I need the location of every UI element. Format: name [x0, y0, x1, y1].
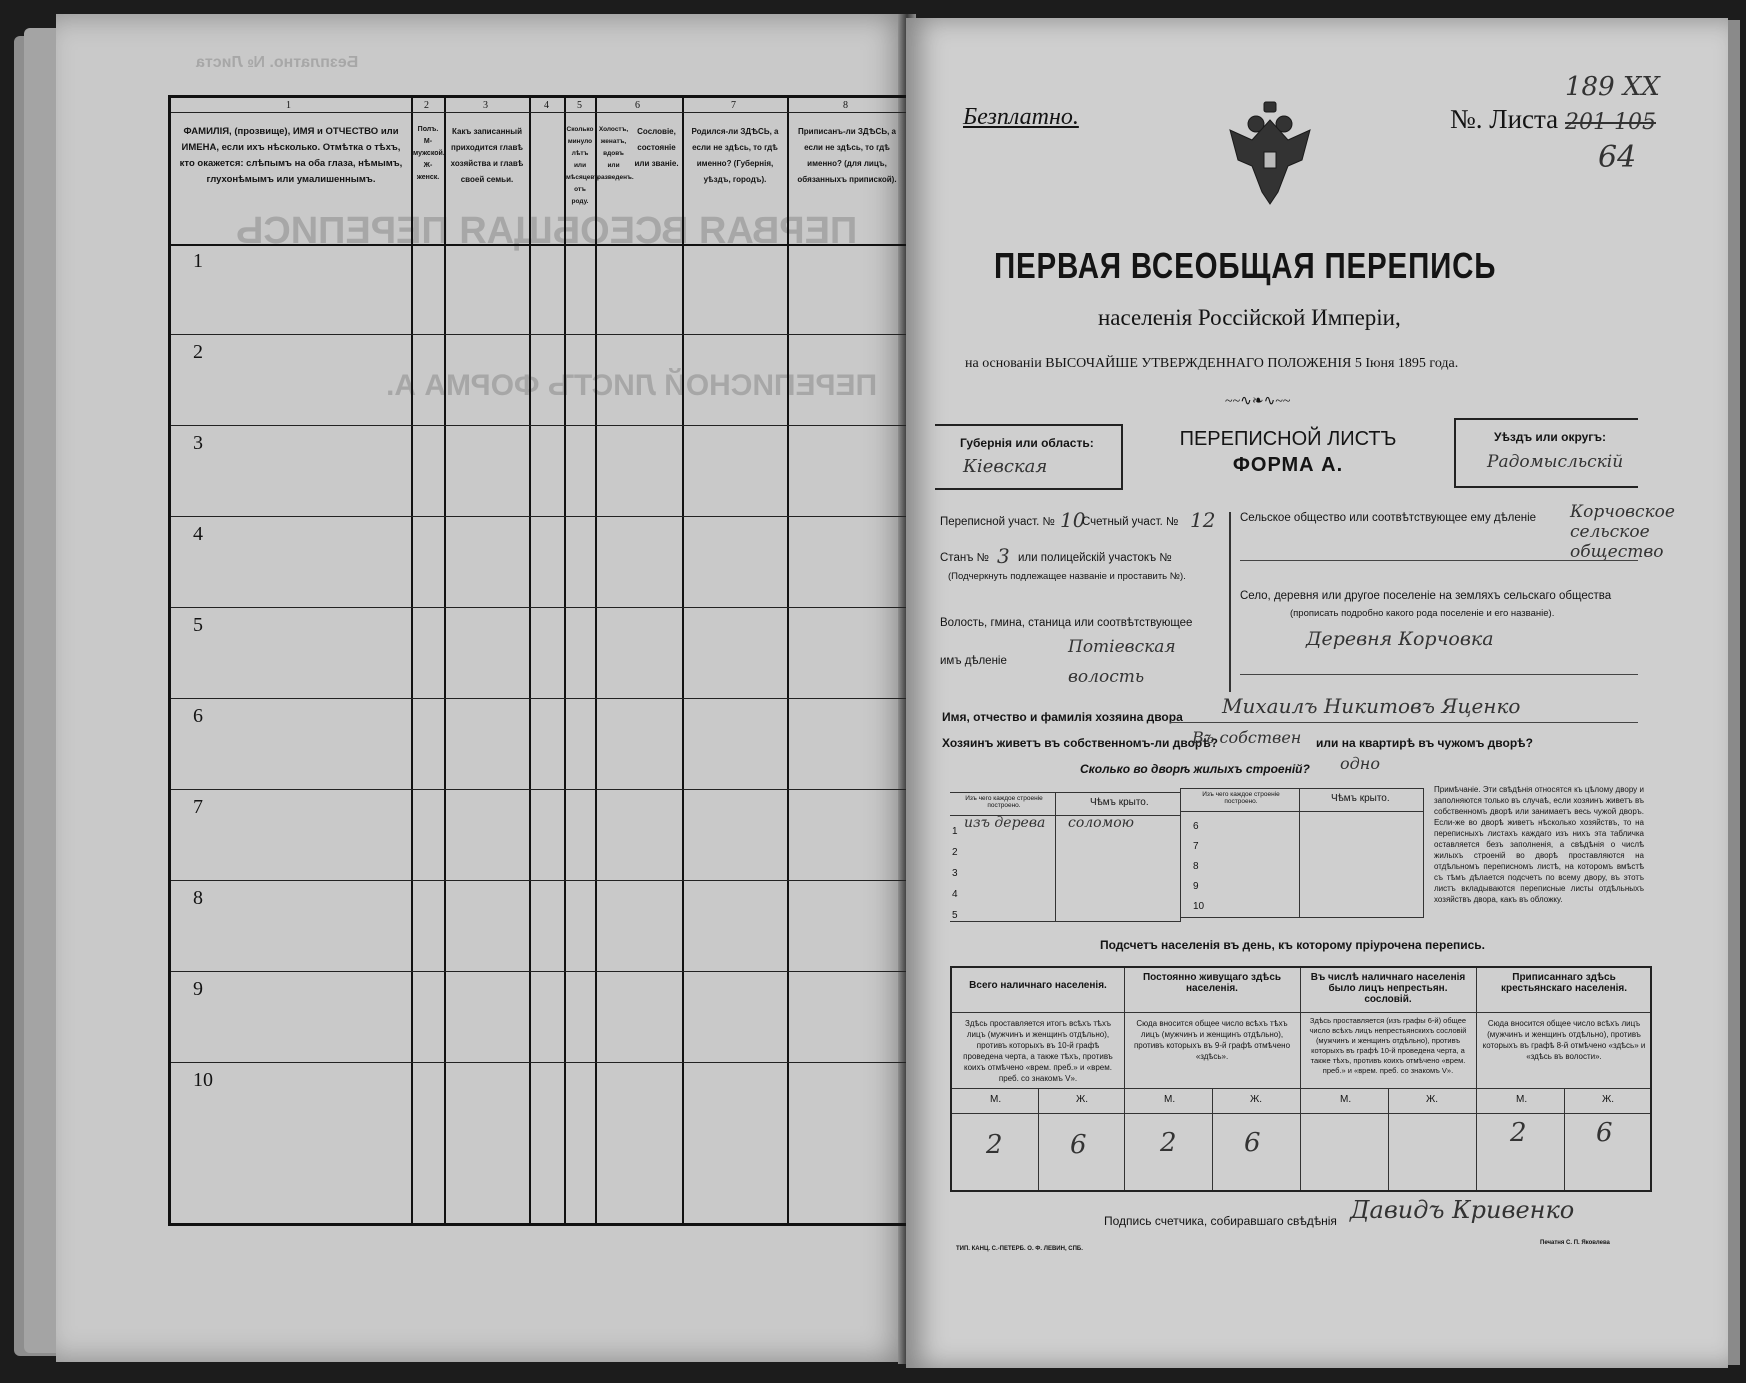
- village-label: Село, деревня или другое поселеніе на земляхъ сельскаго общества: [1240, 590, 1612, 602]
- printer-left: ТИП. КАНЦ. С.-ПЕТЕРБ. О. Ф. ЛЕВИН, СПБ.: [956, 1246, 1083, 1252]
- count-district-value[interactable]: 12: [1190, 508, 1216, 532]
- owner-value[interactable]: Михаилъ Никитовъ Яценко: [1222, 694, 1521, 718]
- volost-label: Волость, гмина, станица или соотвѣтствующее имъ дѣленіе: [940, 617, 1193, 667]
- cell-divider: [1300, 968, 1301, 1190]
- village-note: (прописать подробно какого рода поселеніе и его названіе).: [1290, 608, 1555, 619]
- cell-divider: [1181, 811, 1423, 812]
- row-divider: [171, 425, 909, 426]
- col-number: 3: [483, 100, 488, 111]
- double-headed-eagle-emblem: [1228, 100, 1312, 210]
- count-male[interactable]: 2: [1160, 1128, 1177, 1158]
- cell-divider: [1038, 1088, 1039, 1190]
- row-number: 4: [193, 523, 203, 545]
- count-col-title: Приписаннаго здѣсь крестьянскаго населенія.: [1500, 972, 1627, 994]
- male-label: М.: [990, 1094, 1002, 1105]
- row-divider: [171, 698, 909, 699]
- count-col-title: Въ числѣ наличнаго населенія было лицъ непрестьян. сословій.: [1310, 972, 1466, 1005]
- owner-lives-value[interactable]: Въ собствен: [1192, 728, 1302, 747]
- village-society-label: Сельское общество или соотвѣтствующее ему дѣленіе: [1240, 512, 1537, 524]
- cell-divider: [1124, 968, 1125, 1190]
- buildings-value[interactable]: одно: [1340, 754, 1380, 773]
- sheet-number-handwritten: 189 ХХ: [1565, 72, 1660, 102]
- bt-row-numbers: [1193, 817, 1204, 917]
- row-number: 10: [193, 1069, 213, 1091]
- header-relation: Какъ записанный приходится главѣ хозяйства и главѣ своей семьи.: [450, 127, 524, 184]
- col-number: 7: [731, 100, 736, 111]
- note-text: Примѣчаніе. Эти свѣдѣнія относятся къ цѣлому двору и заполняются только въ случаѣ, если хозяинъ живетъ въ собственномъ дворѣ или занимаетъ весь чужой дворъ. Если-же во дворѣ живетъ нѣсколько хозяйствъ, то на переписныхъ листахъ каждаго изъ нихъ эта табличка оставляется безъ заполненія, а свѣдѣнія о числѣ жилыхъ строеній во дворѣ проставляются на отдѣльномъ переписномъ листѣ, на которомъ вмѣстѣ съ тѣмъ дѣлается подсчетъ по всему двору, въ этотъ листъ вкладываются переписные листы отдѣльныхъ хозяйствъ двора, какъ въ обложку.: [1434, 785, 1644, 904]
- owner-label: Имя, отчество и фамилія хозяина двора: [942, 710, 1183, 724]
- form-name-2: ФОРМА А.: [1232, 454, 1344, 476]
- stan-value[interactable]: 3: [997, 544, 1010, 568]
- col-number: 5: [577, 100, 582, 111]
- row-divider: [171, 244, 909, 246]
- form-title: ПЕРВАЯ ВСЕОБЩАЯ ПЕРЕПИСЬ: [994, 245, 1497, 286]
- cell-divider: [1388, 1088, 1389, 1190]
- cell-divider: [1055, 793, 1056, 921]
- census-district-label: Переписной участ. №: [940, 516, 1055, 528]
- row-divider: [171, 334, 909, 335]
- guberniya-label: Губернія или область:: [960, 436, 1094, 450]
- underline-note: (Подчеркнуть подлежащее названіе и проставить №).: [948, 571, 1186, 582]
- count-male[interactable]: 2: [1510, 1118, 1527, 1148]
- sheet-number-extra: 64: [1598, 140, 1637, 175]
- cell-divider: [952, 1088, 1650, 1089]
- header-age: Сколько минуло лѣтъ или мѣсяцевъ отъ роду.: [566, 126, 599, 205]
- guberniya-value[interactable]: Кіевская: [963, 456, 1048, 477]
- header-estate: Сословіе, состояніе или званіе.: [634, 127, 679, 168]
- row-number: 7: [193, 796, 203, 818]
- row-number: 8: [193, 887, 203, 909]
- female-label: Ж.: [1602, 1094, 1615, 1105]
- row-number: 2: [193, 341, 203, 363]
- uezd-label: Уѣздъ или округъ:: [1494, 430, 1607, 444]
- row-divider: [171, 1062, 909, 1063]
- bt-row-number: 7: [1193, 841, 1199, 852]
- count-male[interactable]: 2: [986, 1130, 1003, 1160]
- printer-right: Печатня С. П. Яковлева: [1540, 1240, 1610, 1246]
- col-number: 1: [286, 100, 291, 111]
- row-number: 3: [193, 432, 203, 454]
- col-divider: [595, 98, 597, 1223]
- header-name: ФАМИЛІЯ, (прозвище), ИМЯ и ОТЧЕСТВО или ИМЕНА, если ихъ нѣсколько. Отмѣтка о тѣхъ, кто окажется: слѣпымъ на оба глаза, нѣмымъ, глухонѣмымъ или умалишеннымъ.: [179, 126, 403, 185]
- cell-divider: [1212, 1088, 1213, 1190]
- sheet-number-struck: 201 105: [1565, 110, 1656, 135]
- cell-divider: [1299, 789, 1300, 917]
- free-label: Безплатно.: [963, 104, 1079, 130]
- count-col-desc: Здѣсь проставляется (изъ графы 6-й) общее число всѣхъ лицъ непрестьянскихъ сословій (мужчинъ и женщинъ отдѣльно), противъ которыхъ въ графѣ 10-й проведена черта, а также тѣхъ, противъ коихъ отмѣчено «врем. преб.» и «врем. преб. со знакомъ V».: [1309, 1016, 1467, 1075]
- row-number: 5: [193, 614, 203, 636]
- col-number: 8: [843, 100, 848, 111]
- buildings-label: Сколько во дворѣ жилыхъ строеній?: [1080, 762, 1310, 776]
- volost-value[interactable]: Потіевская волость: [1068, 637, 1176, 687]
- header-registration: Приписанъ-ли ЗДѢСЬ, а если не здѣсь, то гдѣ именно? (для лицъ, обязанныхъ припиской).: [797, 127, 897, 184]
- signature-value[interactable]: Давидъ Кривенко: [1350, 1196, 1575, 1224]
- bt-row1-material[interactable]: изъ дерева: [964, 815, 1046, 831]
- bt-row-number: 8: [1193, 861, 1199, 872]
- fill-line: [1240, 560, 1638, 561]
- row-divider: [171, 880, 909, 881]
- ghost-header: Безплатно. № Листа: [196, 54, 359, 71]
- bt-head-material: Изъ чего каждое строеніе построено.: [965, 795, 1043, 809]
- ornament-divider: ~~∿❧∿~~: [1225, 394, 1291, 409]
- row-divider: [171, 971, 909, 972]
- count-col-desc: Здѣсь проставляется итогъ всѣхъ тѣхъ лицъ (мужчинъ и женщинъ отдѣльно), противъ которыхъ въ 10-й графѣ проведена черта, а также тѣхъ, противъ коихъ отмѣчено «врем. преб.» и «врем. преб. со знакомъ V».: [963, 1019, 1113, 1083]
- row-number: 1: [193, 250, 203, 272]
- row-divider: [171, 789, 909, 790]
- row-divider: [171, 112, 909, 113]
- row-divider: [171, 607, 909, 608]
- col-divider: [411, 98, 413, 1223]
- bt-row-number: 9: [1193, 881, 1199, 892]
- count-female[interactable]: 6: [1596, 1118, 1613, 1148]
- bt-row-number: 6: [1193, 821, 1199, 832]
- bt-row-number: 4: [952, 889, 958, 900]
- fill-line: [1240, 674, 1638, 675]
- bt-row-number: 1: [952, 826, 958, 837]
- bt-head-roof: Чѣмъ крыто.: [1331, 793, 1390, 804]
- count-female[interactable]: 6: [1070, 1130, 1087, 1160]
- ghost-title: ПЕРВАЯ ВСЕОБЩАЯ ПЕРЕПИСЬ: [236, 210, 858, 252]
- ghost-form: ПЕРЕПИСНОЙ ЛИСТЪ ФОРМА А.: [386, 369, 878, 402]
- signature-label: Подпись счетчика, собиравшаго свѣдѣнія: [1104, 1214, 1337, 1228]
- info-divider: [1229, 512, 1231, 692]
- fill-line: [1170, 722, 1638, 723]
- cell-divider: [952, 1012, 1650, 1013]
- sheet-number-label: №. Листа: [1450, 104, 1559, 134]
- count-district-label: Счетный участ. №: [1082, 516, 1179, 528]
- buildings-table-left: [950, 792, 1181, 922]
- cell-divider: [952, 1113, 1650, 1114]
- bt-head-roof: Чѣмъ крыто.: [1090, 797, 1149, 808]
- village-value[interactable]: Деревня Корчовка: [1306, 628, 1494, 650]
- col-divider: [564, 98, 566, 1223]
- header-birthplace: Родился-ли ЗДѢСЬ, а если не здѣсь, то гдѣ именно? (Губернія, уѣздъ, городъ).: [691, 127, 779, 184]
- police-district-label: или полицейскій участокъ №: [1018, 552, 1172, 564]
- rented-label: или на квартирѣ въ чужомъ дворѣ?: [1316, 736, 1533, 750]
- cell-divider: [1476, 968, 1477, 1190]
- col-divider: [529, 98, 531, 1223]
- count-female[interactable]: 6: [1244, 1128, 1261, 1158]
- bt-row1-roof[interactable]: соломою: [1068, 815, 1134, 831]
- bt-row-number: 10: [1193, 901, 1205, 912]
- count-col-title: Постоянно живущаго здѣсь населенія.: [1142, 972, 1282, 994]
- bt-row-numbers: [952, 821, 958, 926]
- bt-row-number: 3: [952, 868, 958, 879]
- female-label: Ж.: [1076, 1094, 1089, 1105]
- col-number: 2: [424, 100, 429, 111]
- col-number: 6: [635, 100, 640, 111]
- bt-head-material: Изъ чего каждое строеніе построено.: [1202, 791, 1280, 805]
- count-title: Подсчетъ населенія въ день, къ которому пріурочена перепись.: [1100, 938, 1485, 952]
- row-divider: [171, 516, 909, 517]
- header-marital: Холостъ, женатъ, вдовъ или разведенъ.: [597, 126, 634, 181]
- population-count-table: [950, 966, 1652, 1192]
- uezd-value[interactable]: Радомысльскій: [1487, 452, 1624, 472]
- female-label: Ж.: [1250, 1094, 1263, 1105]
- col-divider: [444, 98, 446, 1223]
- col-divider: [682, 98, 684, 1223]
- buildings-table-right: [1180, 788, 1424, 918]
- row-number: 6: [193, 705, 203, 727]
- census-district-value[interactable]: 10: [1060, 508, 1086, 532]
- village-society-value[interactable]: Корчовское сельское общество: [1570, 502, 1675, 562]
- household-members-table: [168, 95, 911, 1226]
- count-col-title: Всего наличнаго населенія.: [969, 980, 1107, 991]
- col-divider: [787, 98, 789, 1223]
- male-label: М.: [1516, 1094, 1528, 1105]
- owner-lives-label: Хозяинъ живетъ въ собственномъ-ли дворѣ?: [942, 736, 1219, 750]
- male-label: М.: [1340, 1094, 1352, 1105]
- form-name-1: ПЕРЕПИСНОЙ ЛИСТЪ: [1179, 428, 1397, 450]
- bt-row-number: 2: [952, 847, 958, 858]
- legal-basis: на основаніи ВЫСОЧАЙШЕ УТВЕРЖДЕННАГО ПОЛОЖЕНІЯ 5 Іюня 1895 года.: [965, 356, 1459, 371]
- stan-label: Станъ №: [940, 552, 989, 564]
- male-label: М.: [1164, 1094, 1176, 1105]
- count-col-desc: Сюда вносится общее число всѣхъ лицъ (мужчинъ и женщинъ отдѣльно), противъ которыхъ въ графѣ 8-й отмѣчено «здѣсь» и «здѣсь въ волости».: [1482, 1019, 1646, 1061]
- bt-row-number: 5: [952, 910, 958, 921]
- header-sex: Полъ. М-мужской. Ж-женск.: [413, 126, 445, 181]
- col-number: 4: [544, 100, 549, 111]
- count-col-desc: Сюда вносится общее число всѣхъ тѣхъ лицъ (мужчинъ и женщинъ отдѣльно), противъ которыхъ въ 9-й графѣ отмѣчено «здѣсь».: [1133, 1019, 1291, 1061]
- female-label: Ж.: [1426, 1094, 1439, 1105]
- form-subtitle: населенія Россійской Имперіи,: [1098, 305, 1401, 330]
- row-number: 9: [193, 978, 203, 1000]
- cell-divider: [1564, 1088, 1565, 1190]
